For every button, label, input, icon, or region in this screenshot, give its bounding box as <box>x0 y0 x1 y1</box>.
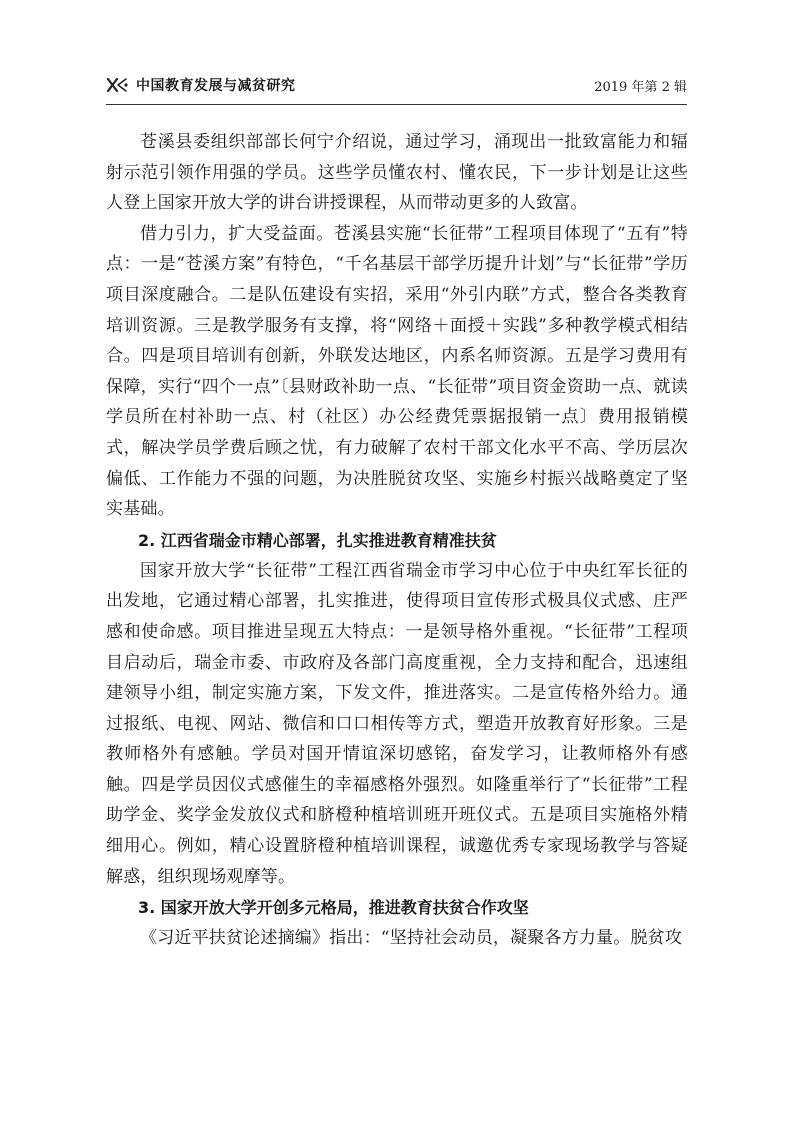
header-left <box>106 75 296 95</box>
paragraph-2: 借力引力，扩大受益面。苍溪县实施“长征带”工程项目体现了“五有”特点：一是“苍溪方案”有特色，“千名基层干部学历提升计划”与“长征带”学历项目深度融合。二是队伍建设有实招，采用“外引内联”方式，整合各类教育培训资源。三是教学服务有支撑，将“网络＋面授＋实践”多种教学模式相结合。四是项目培训有创新，外联发达地区，内系名师资源。五是学习费用有保障，实行“四个一点”〔县财政补助一点、“长征带”项目资金资助一点、就读学员所在村补助一点、村（社区）办公经费凭票据报销一点〕费用报销模式，解决学员学费后顾之忧，有力破解了农村干部文化水平不高、学历层次偏低、工作能力不强的问题，为决胜脱贫攻坚、实施乡村振兴战略奠定了坚实基础。 <box>106 223 688 520</box>
paragraph-3: 国家开放大学“长征带”工程江西省瑞金市学习中心位于中央红军长征的出发地，它通过精心部署，扎实推进，使得项目宣传形式极具仪式感、庄严感和使命感。项目推进呈现五大特点：一是领导格外重视。“长征带”工程项目启动后，瑞金市委、市政府及各部门高度重视，全力支持和配合，迅速组建领导小组，制定实施方案，下发文件，推进落实。二是宣传格外给力。通过报纸、电视、网站、微信和口口相传等方式，塑造开放教育好形象。三是教师格外有感触。学员对国开情谊深切感铭，奋发学习，让教师格外有感触。四是学员因仪式感催生的幸福感格外强烈。如隆重举行了“长征带”工程助学金、奖学金发放仪式和脐橙种植培训班开班仪式。五是项目实施格外精细用心。例如，精心设置脐橙种植培训课程，诚邀优秀专家现场教学与答疑解惑，组织现场观摩等。 <box>106 560 688 887</box>
running-header <box>106 72 687 105</box>
section-heading-2: 2. 江西省瑞金市精心部署，扎实推进教育精准扶贫 <box>138 530 497 550</box>
journal-logo-icon <box>106 76 128 94</box>
paragraph-1: 苍溪县委组织部部长何宁介绍说，通过学习，涌现出一批致富能力和辐射示范引领作用强的学员。这些学员懂农村、懂农民，下一步计划是让这些人登上国家开放大学的讲台讲授课程，从而带动更多的人致富。 <box>106 132 688 214</box>
journal-title: 中国教育发展与减贫研究 <box>136 78 296 94</box>
issue-label: 2019 年第 2 辑 <box>594 79 687 95</box>
article-body <box>106 127 688 954</box>
paragraph-4: 《习近平扶贫论述摘编》指出：“坚持社会动员，凝聚各方力量。脱贫攻 <box>140 928 683 949</box>
section-heading-3: 3. 国家开放大学开创多元格局，推进教育扶贫合作攻坚 <box>138 898 529 918</box>
